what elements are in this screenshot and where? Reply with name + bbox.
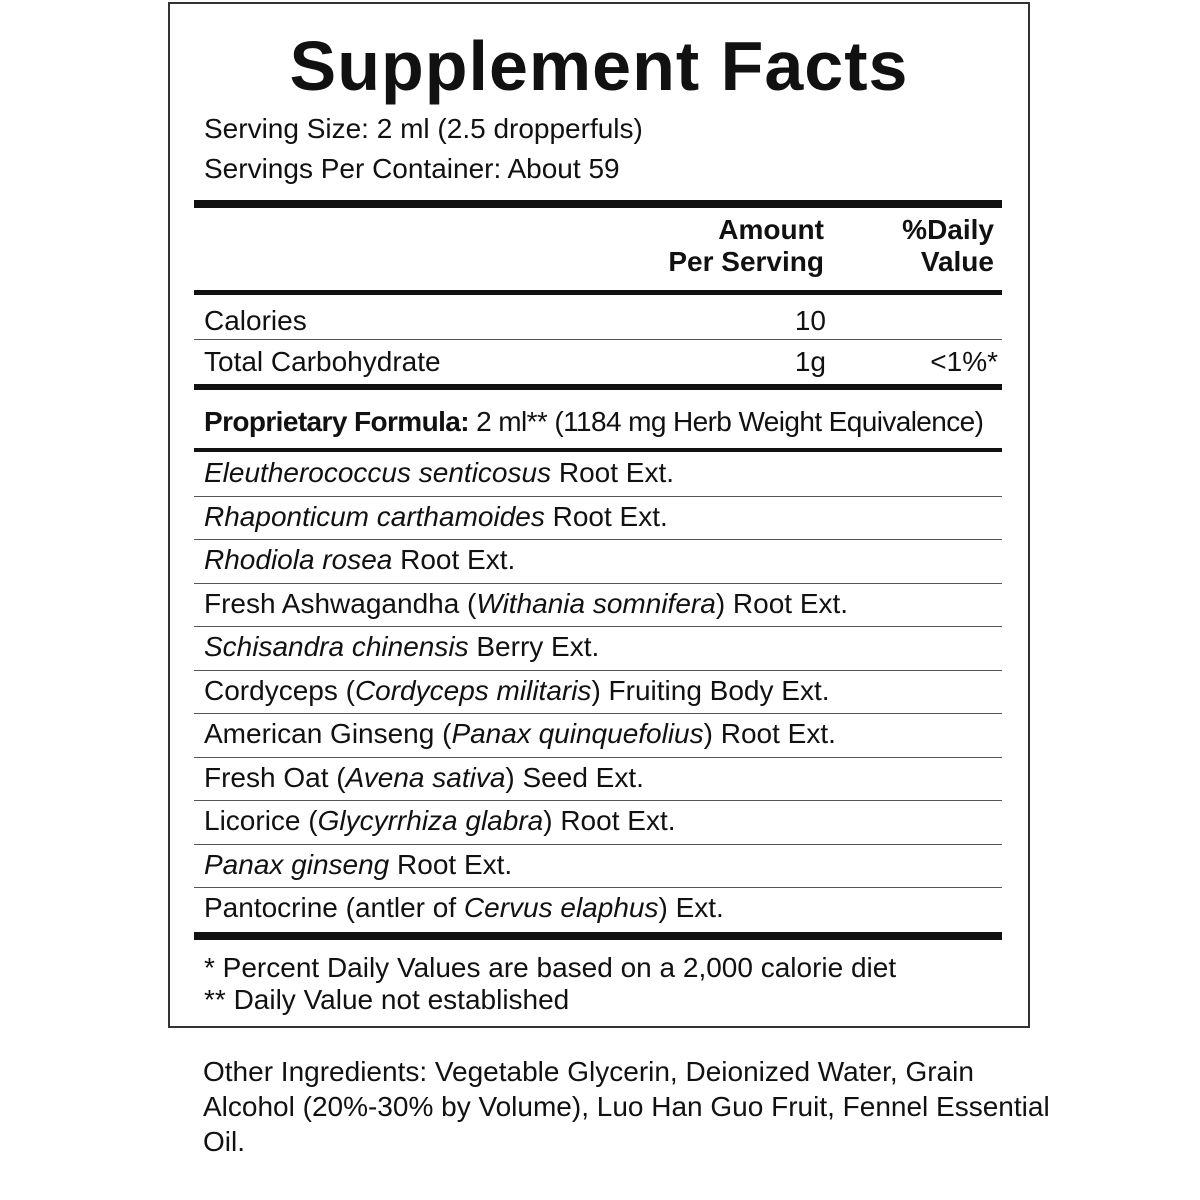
thick-divider [194,932,1002,940]
ingredient-species: Rhodiola rosea [204,544,393,575]
ingredient-text: ) Ext. [658,892,724,923]
thick-divider [194,384,1002,390]
ingredient-species: Cervus elaphus [463,892,659,923]
dv-header-line2: Value [920,246,994,277]
panel-title: Supplement Facts [289,27,909,105]
ingredient-species: Cordyceps militaris [354,674,592,706]
daily-value-header [902,214,994,278]
ingredient-row [194,627,1002,671]
nutrient-name: Calories [204,305,307,336]
ingredient-text: Root Ext. [544,500,668,532]
ingredient-row [194,758,1002,802]
ingredient-row [194,845,1002,889]
ingredient-text: Fresh Oat ( [204,761,346,793]
ingredient-species: Schisandra chinensis [204,631,469,662]
ingredient-row [194,453,1002,497]
ingredient-text: Licorice ( [204,805,318,836]
ingredient-text: ) Root Ext. [715,587,849,619]
footnote-not-established: ** Daily Value not established [204,984,570,1015]
ingredient-row [194,671,1002,715]
ingredient-row [194,540,1002,584]
ingredient-text: ) Root Ext. [703,718,836,749]
amount-per-serving-header [668,214,824,278]
footnote-daily-values: * Percent Daily Values are based on a 2,000 calorie diet [204,952,897,983]
other-ingredients: Other Ingredients: Vegetable Glycerin, Deionized Water, Grain Alcohol (20%-30% by Volume), Luo Han Guo Fruit, Fennel Essential Oil. [203,1056,1050,1157]
dv-header-line1: %Daily [902,214,994,245]
proprietary-formula-detail: 2 ml** (1184 mg Herb Weight Equivalence) [468,406,984,437]
ingredient-row [194,714,1002,758]
nutrient-amount: 1g [794,346,826,377]
ingredient-text: Root Ext. [551,457,675,488]
serving-size: Serving Size: 2 ml (2.5 dropperfuls) [204,113,643,144]
nutrient-daily-value: <1%* [930,346,998,377]
ingredient-text: Root Ext. [392,544,516,575]
nutrient-amount: 10 [794,305,826,336]
ingredient-text: American Ginseng ( [204,718,452,749]
ingredient-row [194,801,1002,845]
ingredient-species: Eleutherococcus senticosus [204,457,552,488]
proprietary-formula-label: Proprietary Formula: [204,406,469,437]
ingredient-species: Avena sativa [345,761,506,793]
servings-per-container: Servings Per Container: About 59 [204,153,620,184]
ingredient-row [194,584,1002,628]
proprietary-formula [204,406,983,438]
ingredient-row [194,888,1002,932]
amount-header-line2: Per Serving [668,246,824,277]
ingredient-text: Berry Ext. [468,631,600,662]
formula-divider [194,448,1002,452]
medium-divider [194,290,1002,295]
nutrient-name: Total Carbohydrate [204,346,441,377]
ingredient-species: Rhaponticum carthamoides [204,500,545,532]
ingredient-species: Glycyrrhiza glabra [317,805,544,836]
nutrient-row [194,299,1002,340]
ingredient-text: Root Ext. [389,848,513,880]
ingredient-text: ) Root Ext. [543,805,676,836]
ingredient-species: Withania somnifera [476,587,716,619]
amount-header-line1: Amount [718,214,824,245]
ingredient-text: ) Seed Ext. [505,761,644,793]
ingredient-species: Panax ginseng [204,848,390,880]
ingredient-text: Pantocrine (antler of [204,892,464,923]
ingredient-text: Cordyceps ( [204,674,355,706]
nutrient-row [194,340,1002,384]
ingredient-species: Panax quinquefolius [451,718,704,749]
ingredient-text: Fresh Ashwagandha ( [204,587,477,619]
supplement-facts-panel [168,2,1030,1028]
ingredient-text: ) Fruiting Body Ext. [591,674,830,706]
thick-divider [194,200,1002,208]
ingredient-row [194,497,1002,541]
